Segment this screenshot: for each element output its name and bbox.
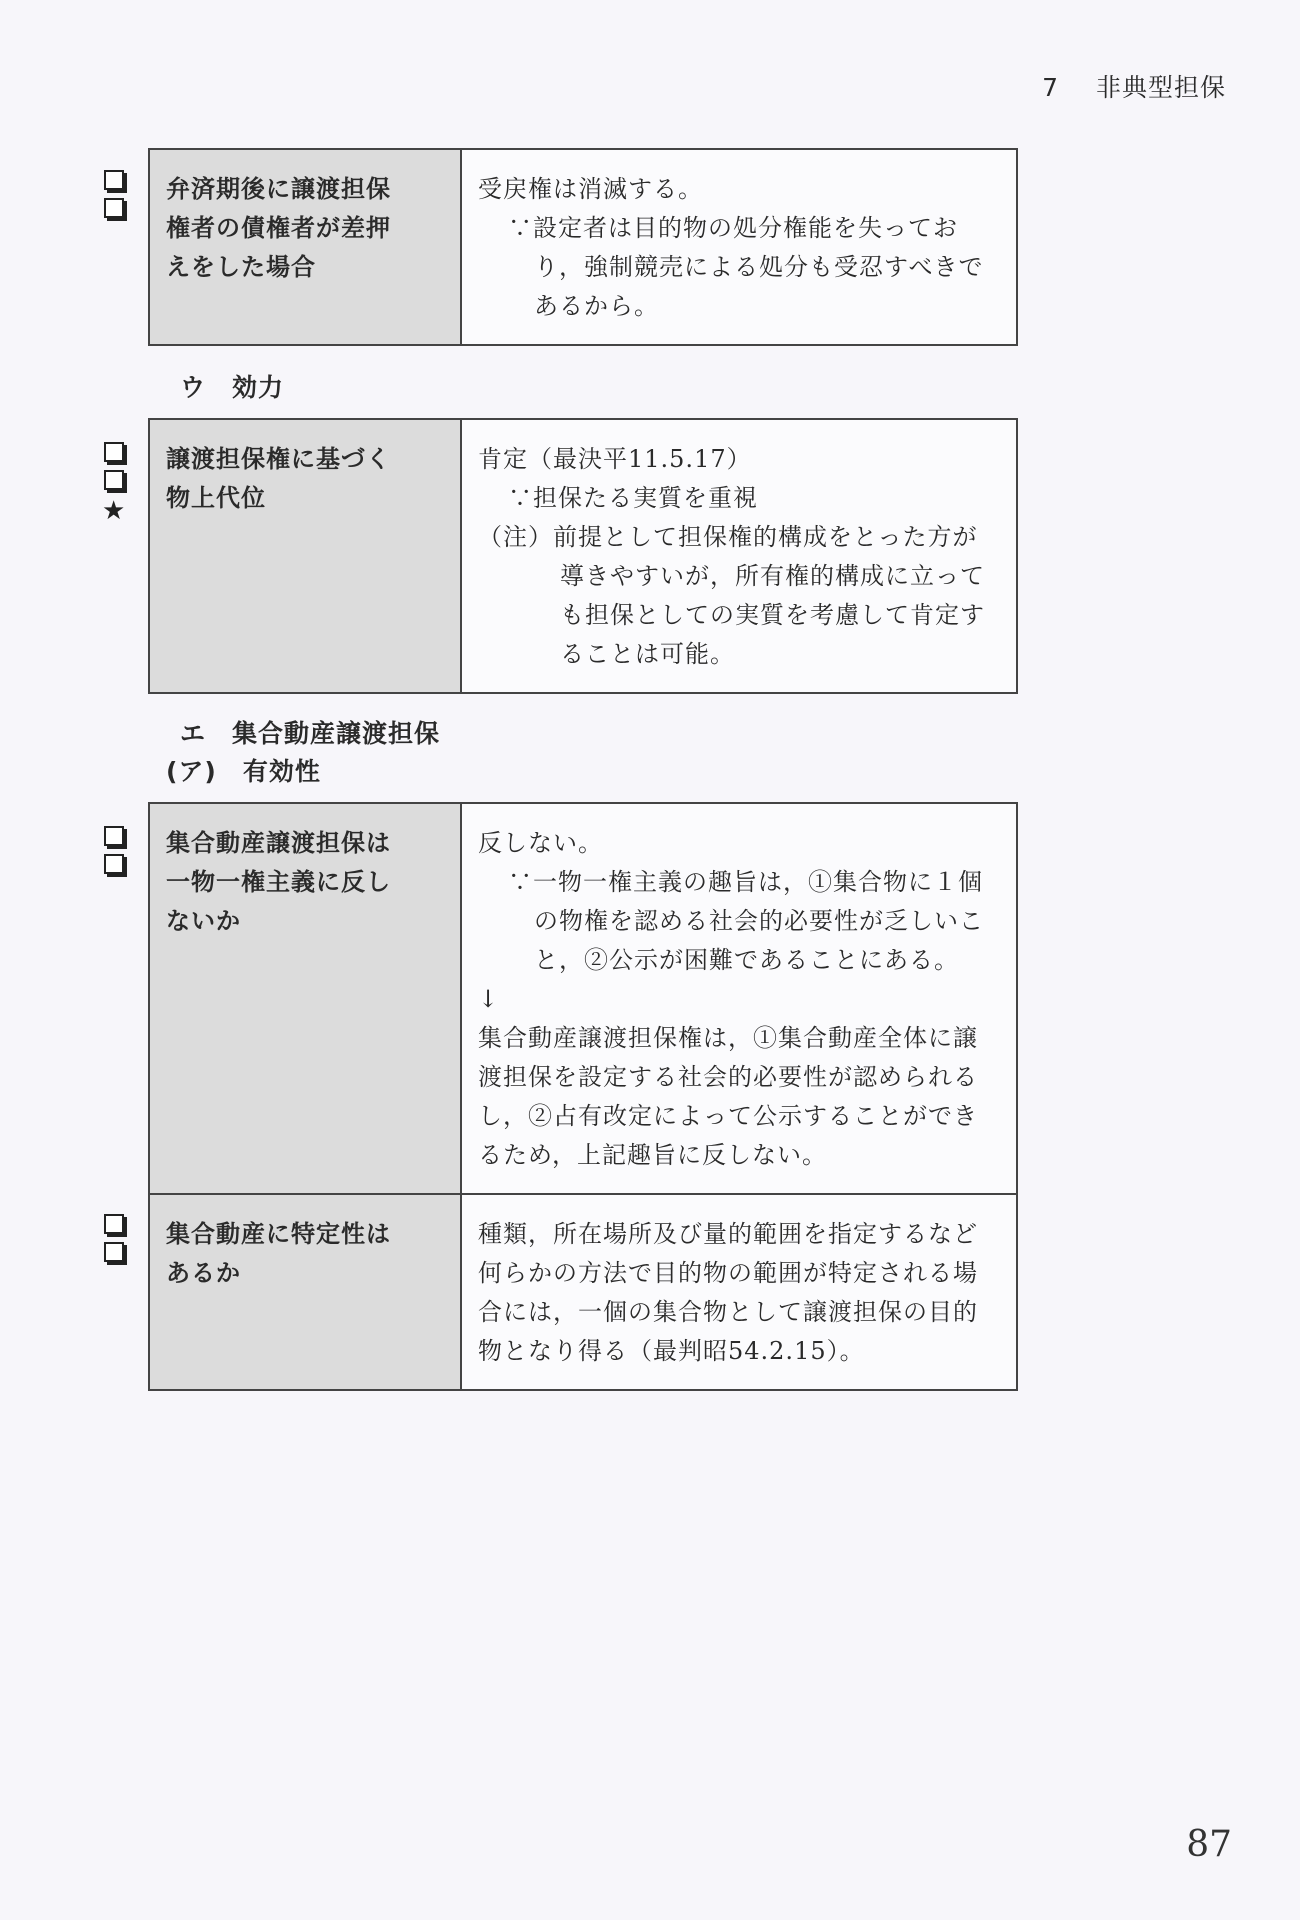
issue-cell xyxy=(149,419,461,693)
answer-line: 肯定（最決平11.5.17） xyxy=(478,445,752,473)
section-heading-u: ウ 効力 xyxy=(180,373,285,402)
checkbox-group-1 xyxy=(104,170,124,218)
answer-cell xyxy=(461,149,1017,345)
answer-line: 渡担保を設定する社会的必要性が認められる xyxy=(478,1063,978,1091)
answer-line: の物権を認める社会的必要性が乏しいこ xyxy=(534,907,984,935)
issue-line: 権者の債権者が差押 xyxy=(166,214,391,242)
answer-line: 合には，一個の集合物として譲渡担保の目的 xyxy=(478,1298,978,1326)
issue-line: 譲渡担保権に基づく xyxy=(166,445,391,473)
answer-line: ∵一物一権主義の趣旨は，①集合物に１個 xyxy=(508,868,983,896)
checkbox[interactable] xyxy=(104,1214,124,1234)
issue-cell xyxy=(149,149,461,345)
arrow-down-icon: ↓ xyxy=(478,985,500,1013)
issue-line: ないか xyxy=(166,907,241,935)
checkbox[interactable] xyxy=(104,854,124,874)
summary-table-3 xyxy=(148,802,1018,1391)
answer-line: 反しない。 xyxy=(478,829,603,857)
answer-line: し，②占有改定によって公示することができ xyxy=(478,1102,978,1130)
checkbox-group-4 xyxy=(104,1214,124,1262)
issue-line: 物上代位 xyxy=(166,484,266,512)
answer-line: ∵設定者は目的物の処分権能を失ってお xyxy=(508,214,958,242)
answer-line: り，強制競売による処分も受忍すべきで xyxy=(534,253,984,281)
issue-line: 一物一権主義に反し xyxy=(166,868,391,896)
answer-line: と，②公示が困難であることにある。 xyxy=(534,946,959,974)
checkbox-group-2 xyxy=(104,442,125,524)
answer-line: 種類，所在場所及び量的範囲を指定するなど xyxy=(478,1220,978,1248)
summary-table-2 xyxy=(148,418,1018,694)
answer-line: 導きやすいが，所有権的構成に立って xyxy=(560,562,985,590)
answer-line: ることは可能。 xyxy=(560,640,735,668)
answer-cell xyxy=(461,803,1017,1194)
star-icon: ★ xyxy=(102,496,126,526)
checkbox-group-3 xyxy=(104,826,124,874)
issue-line: 集合動産譲渡担保は xyxy=(166,829,391,857)
answer-line: も担保としての実質を考慮して肯定す xyxy=(560,601,985,629)
answer-line: （注）前提として担保権的構成をとった方が xyxy=(478,523,978,551)
issue-line: 集合動産に特定性は xyxy=(166,1220,391,1248)
answer-cell xyxy=(461,419,1017,693)
checkbox[interactable] xyxy=(104,470,124,490)
answer-line: あるから。 xyxy=(534,292,659,320)
summary-table-1 xyxy=(148,148,1018,346)
answer-line: 物となり得る（最判昭54.2.15）。 xyxy=(478,1337,865,1365)
checkbox[interactable] xyxy=(104,198,124,218)
page-number: 87 xyxy=(1186,1824,1232,1865)
answer-line: るため，上記趣旨に反しない。 xyxy=(478,1141,828,1169)
chapter-title: 非典型担保 xyxy=(1095,73,1226,102)
answer-cell xyxy=(461,1194,1017,1390)
checkbox[interactable] xyxy=(104,1242,124,1262)
checkbox[interactable] xyxy=(104,170,124,190)
section-heading-e: エ 集合動産譲渡担保 xyxy=(180,719,441,748)
issue-line: 弁済期後に譲渡担保 xyxy=(166,175,391,203)
checkbox[interactable] xyxy=(104,442,124,462)
answer-line: 何らかの方法で目的物の範囲が特定される場 xyxy=(478,1259,978,1287)
issue-line: あるか xyxy=(166,1259,241,1287)
running-header xyxy=(1042,68,1226,104)
subsection-heading-a: (ア) 有効性 xyxy=(166,757,321,786)
chapter-number: 7 xyxy=(1042,73,1060,102)
issue-line: えをした場合 xyxy=(166,253,316,281)
answer-line: 集合動産譲渡担保権は，①集合動産全体に譲 xyxy=(478,1024,978,1052)
checkbox[interactable] xyxy=(104,826,124,846)
answer-line: 受戻権は消滅する。 xyxy=(478,175,703,203)
issue-cell xyxy=(149,803,461,1194)
answer-line: ∵担保たる実質を重視 xyxy=(508,484,758,512)
issue-cell xyxy=(149,1194,461,1390)
